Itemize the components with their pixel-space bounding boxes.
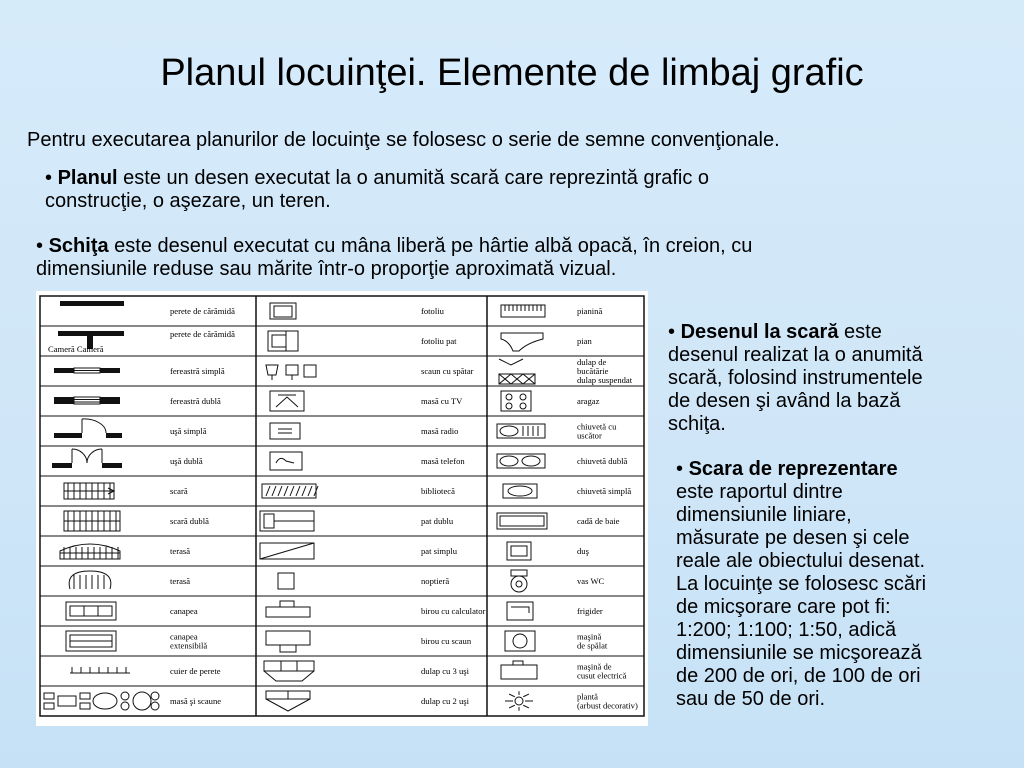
legend-label: aragaz [577,396,600,406]
legend-label: (arbust decorativ) [577,700,638,711]
legend-row-3-3 [499,357,633,385]
term-scara: Scara de reprezentare [688,458,898,480]
legend-label: noptieră [421,576,450,586]
legend-label: maşină de [577,661,612,672]
bullet-desenul-line4: de desen şi având la bază [668,390,901,412]
term-planul: Planul [57,167,118,189]
bullet-marker: • [45,167,53,189]
legend-row-2-1 [270,303,445,319]
legend-row-3-7 [503,484,631,498]
legend-row-1-3 [54,366,225,376]
bullet-desenul-line2: desenul realizat la o anumită [668,344,923,366]
bullet-scara-line3: dimensiunile liniare, [676,504,852,526]
legend-label: chiuvetă simplă [577,486,632,496]
legend-grid [40,296,644,716]
legend-label: birou cu scaun [421,636,472,646]
bullet-planul-text: este un desen executat la o anumită scară care reprezintă grafic o [123,167,710,189]
legend-row-2-12 [266,631,472,652]
legend-row-1-9 [60,544,190,559]
legend-label: fereastră dublă [170,396,221,406]
bullet-schita [36,235,996,281]
single-sink-icon [503,484,537,498]
stove-icon [501,391,531,411]
bullet-scara-line1 [676,458,1016,481]
legend-row-3-10 [511,570,605,592]
legend-row-1-10 [69,571,190,589]
legend-label: fotoliu [421,306,444,316]
legend-row-3-2 [501,333,592,351]
legend-label: terasă [170,576,191,586]
bullet-marker: • [676,458,684,480]
legend-label: pat simplu [421,546,458,556]
legend-row-3-14 [505,691,638,711]
bullet-scara-de-reprezentare [676,458,1016,711]
legend-label: vas WC [577,576,605,586]
symbols-legend-table [36,291,648,726]
legend-row-1-8 [64,511,209,531]
upright-piano-icon [501,305,545,317]
legend-row-1-1 [60,301,235,316]
bookcase-icon [262,484,318,498]
legend-row-2-10 [278,573,449,589]
bullet-planul-line2: construcţie, o aşezare, un teren. [45,190,331,212]
bullet-scara-line10: de 200 de ori, de 100 de ori [676,665,921,687]
shower-icon [507,542,531,560]
terrace-round-icon [69,571,111,589]
legend-label: birou cu calculator [421,606,486,616]
legend-label: dulap cu 3 uşi [421,666,469,676]
legend-label: masă telefon [421,456,465,466]
legend-label: chiuvetă cu [577,421,617,432]
legend-row-1-14 [44,692,221,710]
single-window-icon [54,368,120,373]
legend-label: scară dublă [170,516,209,526]
single-bed-icon [260,543,314,559]
armchair-bed-icon [268,331,298,351]
kitchen-cabinet-icon [499,359,535,384]
legend-row-3-8 [497,513,620,529]
legend-label: pat dublu [421,516,454,526]
legend-label: fereastră simplă [170,366,225,376]
sofa-icon [66,602,116,620]
legend-label: cusut electrică [577,670,627,681]
bullet-scara-line2: este raportul dintre [676,481,843,503]
legend-label: dulap de [577,357,607,367]
legend-row-2-3 [266,365,474,380]
term-schita: Schiţa [48,235,109,257]
tv-table-icon [270,391,304,411]
legend-row-2-14 [266,691,470,711]
legend-row-1-4 [54,396,221,406]
bullet-scara-line8: 1:200; 1:100; 1:50, adică [676,619,897,641]
legend-label: uşă dublă [170,456,203,466]
legend-row-1-11 [66,602,198,620]
legend-row-1-13 [70,666,221,676]
legend-label: fotoliu pat [421,336,457,346]
bullet-schita-line1 [36,235,996,258]
legend-row-3-6 [497,454,628,468]
bullet-desenul-text: este [844,321,882,343]
legend-row-2-11 [266,601,486,617]
legend-row-2-5 [270,423,458,439]
coat-rack-icon [70,667,130,673]
bullet-desenul-line1 [668,321,1013,344]
legend-label: extensibilă [170,640,208,651]
legend-label: bibliotecă [421,486,455,496]
legend-row-3-1 [501,305,602,317]
legend-label: uscător [577,430,602,441]
intro-text: Pentru executarea planurilor de locuinţe se folosesc o serie de semne convenţionale. [27,129,780,151]
legend-label: canapea [170,606,198,616]
bullet-desenul-la-scara [668,321,1013,436]
bullet-scara-line5: reale ale obiectului desenat. [676,550,926,572]
legend-label: cadă de baie [577,516,620,526]
legend-row-2-7 [262,484,455,498]
bullet-scara-line4: măsurate pe desen şi cele [676,527,910,549]
bullet-schita-line2: dimensiunile reduse sau mărite într-o proporţie aproximată vizual. [36,258,617,280]
sink-drainer-icon [497,424,545,438]
double-stair-icon [64,511,120,531]
legend-label: plantă [577,691,598,702]
wardrobe-3-icon [264,661,314,681]
legend-label: scară [170,486,188,496]
legend-label: bucătărie [577,366,609,376]
phone-table-icon [270,452,302,470]
bullet-schita-text: este desenul executat cu mâna liberă pe hârtie albă opacă, în creion, cu [114,235,753,257]
legend-row-2-4 [270,391,463,411]
bathtub-icon [497,513,547,529]
radio-table-icon [270,423,300,439]
bullet-planul-line1 [45,167,925,190]
bullet-scara-line9: dimensiunile se micşorează [676,642,922,664]
wardrobe-2-icon [266,691,310,711]
legend-label: perete de cărămidă [170,306,235,316]
legend-label: masă şi scaune [170,696,222,706]
bullet-scara-line7: de micşorare care pot fi: [676,596,891,618]
plant-icon [505,691,533,711]
term-desenul: Desenul la scară [680,321,839,343]
legend-row-1-7 [64,483,188,499]
legend-label: chiuvetă dublă [577,456,628,466]
legend-row-2-2 [268,331,457,351]
legend-label: dulap suspendat [577,375,633,385]
stair-icon [64,483,114,499]
double-sink-icon [497,454,545,468]
legend-label: dulap cu 2 uşi [421,696,469,706]
legend-row-1-12 [66,631,207,651]
legend-row-1-5 [54,419,207,438]
legend-row-3-5 [497,422,617,441]
legend-row-3-12 [505,631,608,651]
bullet-marker: • [36,235,44,257]
terrace-icon [60,544,120,559]
legend-row-3-13 [501,661,627,681]
sewing-machine-icon [501,661,537,679]
armchair-icon [270,303,296,319]
legend-label: canapea [170,631,198,642]
legend-label: frigider [577,606,603,616]
legend-label: de spălat [577,640,608,651]
chair-icon [266,365,316,380]
symbols-legend-svg [36,291,648,726]
piano-icon [501,333,543,351]
legend-row-2-9 [260,543,458,559]
legend-label: maşină [577,631,602,642]
legend-row-3-11 [507,602,603,620]
legend-label: uşă simplă [170,426,207,436]
table-chairs-icon [44,692,159,710]
legend-row-1-6 [52,449,203,468]
desk-chair-icon [266,631,310,652]
bullet-desenul-line3: scară, folosind instrumentele [668,367,923,389]
double-door-icon [52,449,122,468]
legend-label: scaun cu spătar [421,366,474,376]
legend-label: Cameră Cameră [48,344,104,354]
legend-row-2-13 [264,661,470,681]
nightstand-icon [278,573,294,589]
double-window-icon [54,397,120,404]
legend-label: terasă [170,546,191,556]
washing-machine-icon [505,631,535,651]
double-bed-icon [260,511,314,531]
fridge-icon [507,602,533,620]
legend-row-1-2 [48,329,235,354]
slide-title: Planul locuinţei. Elemente de limbaj grafic [160,52,864,94]
toilet-icon [511,570,527,592]
legend-row-3-4 [501,391,600,411]
wall-icon [60,301,124,306]
single-door-icon [54,419,122,438]
bullet-planul [45,167,925,213]
bullet-desenul-line5: schiţa. [668,413,726,435]
legend-label: cuier de perete [170,666,221,676]
legend-label: duş [577,546,589,556]
legend-row-2-8 [260,511,454,531]
legend-label: perete de cărămidă [170,329,235,339]
legend-row-3-9 [507,542,590,560]
legend-label: masă cu TV [421,396,463,406]
legend-label: masă radio [421,426,459,436]
legend-label: pian [577,336,592,346]
bullet-scara-line11: sau de 50 de ori. [676,688,825,710]
bullet-scara-line6: La locuinţe se folosesc scări [676,573,927,595]
legend-row-2-6 [270,452,465,470]
sofa-bed-icon [66,631,116,651]
bullet-marker: • [668,321,676,343]
computer-desk-icon [266,601,310,617]
legend-label: pianină [577,306,603,316]
